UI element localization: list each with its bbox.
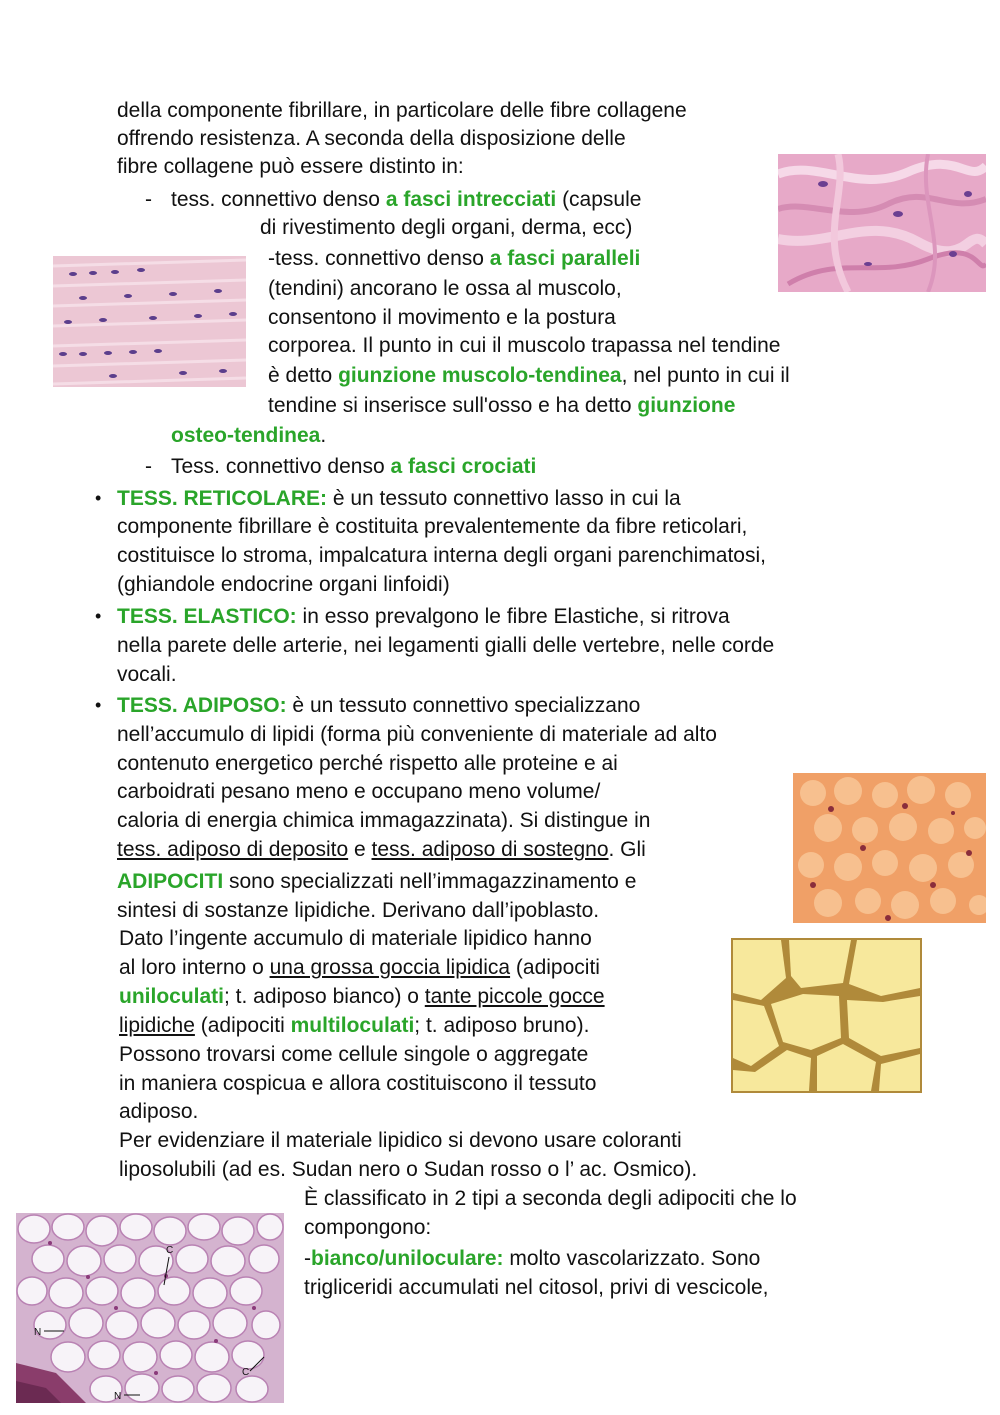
paralleli-line-4: corporea. Il punto in cui il muscolo trapassa nel tendine <box>268 334 781 357</box>
adiposo-line-18: È classificato in 2 tipi a seconda degli adipociti che lo <box>304 1187 797 1210</box>
osteo-tendinea-term: osteo-tendinea <box>171 424 321 447</box>
intro-line-2: offrendo resistenza. A seconda della disposizione delle <box>117 127 626 150</box>
adiposo-line-16: Per evidenziare il materiale lipidico si devono usare coloranti <box>119 1129 682 1152</box>
adiposo-line-14: in maniera cospicua e allora costituiscono il tessuto <box>119 1072 597 1095</box>
micrograph-label-n: N <box>114 1391 122 1402</box>
bullet: • <box>95 606 102 626</box>
micrograph-label-c: C <box>166 1245 174 1256</box>
adiposo-line-9: Dato l’ingente accumulo di materiale lipidico hanno <box>119 927 592 950</box>
elastico-line-3: vocali. <box>117 663 177 686</box>
paralleli-line-2: (tendini) ancorano le ossa al muscolo, <box>268 277 622 300</box>
paralleli-term: a fasci paralleli <box>489 247 641 270</box>
intrecciati-line-1: tess. connettivo denso a fasci intrecciati (capsule <box>171 188 642 211</box>
elastico-line-2: nella parete delle arterie, nei legamenti gialli delle vertebre, nelle corde <box>117 634 775 657</box>
adiposo-line-17: liposolubili (ad es. Sudan nero o Sudan rosso o l’ ac. Osmico). <box>119 1158 698 1181</box>
reticolare-line-4: (ghiandole endocrine organi linfoidi) <box>117 573 450 596</box>
adiposo-line-12: lipidiche (adipociti multiloculati; t. adiposo bruno). <box>119 1014 590 1037</box>
adiposo-line-5: caloria di energia chimica immagazzinata). Si distingue in <box>117 809 651 832</box>
adiposo-line-19: compongono: <box>304 1216 432 1239</box>
reticolare-line-2: componente fibrillare è costituita prevalentemente da fibre reticolari, <box>117 515 748 538</box>
micrograph-intrecciati <box>778 154 986 292</box>
adiposo-line-6: tess. adiposo di deposito e tess. adiposo di sostegno. Gli <box>117 838 646 861</box>
giunzione-muscolo-term: giunzione muscolo-tendinea <box>338 364 622 387</box>
micrograph-adiposo-bruno <box>793 773 986 923</box>
bullet: • <box>95 695 102 715</box>
adiposo-line-21: trigliceridi accumulati nel citosol, privi di vescicole, <box>304 1276 769 1299</box>
adiposo-line-3: contenuto energetico perché rispetto alle proteine e ai <box>117 752 618 775</box>
adiposo-line-4: carboidrati pesano meno e occupano meno volume/ <box>117 780 601 803</box>
adiposo-line-11: uniloculati; t. adiposo bianco) o tante piccole gocce <box>119 985 605 1008</box>
bullet: • <box>95 488 102 508</box>
micrograph-adiposo-bianco <box>731 938 922 1093</box>
dash-marker: - <box>145 455 152 478</box>
multiloculati-term: multiloculati <box>290 1014 415 1037</box>
micrograph-paralleli <box>53 256 246 387</box>
micrograph-label-n: N <box>34 1327 42 1338</box>
paralleli-line-6: tendine si inserisce sull'osso e ha detto giunzione <box>268 394 736 417</box>
adiposo-line-15: adiposo. <box>119 1100 199 1123</box>
adiposo-line-1: TESS. ADIPOSO: è un tessuto connettivo specializzano <box>117 694 641 717</box>
intrecciati-term: a fasci intrecciati <box>385 188 557 211</box>
paralleli-line-3: consentono il movimento e la postura <box>268 306 616 329</box>
intrecciati-line-2: di rivestimento degli organi, derma, ecc) <box>260 216 633 239</box>
reticolare-line-3: costituisce lo stroma, impalcatura interna degli organi parenchimatosi, <box>117 544 766 567</box>
micrograph-uniloculare <box>16 1213 284 1403</box>
reticolare-term: TESS. RETICOLARE: <box>117 487 328 510</box>
adiposo-term: TESS. ADIPOSO: <box>117 694 287 717</box>
adiposo-line-7: ADIPOCITI sono specializzati nell’immagazzinamento e <box>117 870 637 893</box>
elastico-term: TESS. ELASTICO: <box>117 605 297 628</box>
micrograph-label-c: C <box>242 1367 250 1378</box>
adiposo-line-8: sintesi di sostanze lipidiche. Derivano dall’ipoblasto. <box>117 899 600 922</box>
paralleli-line-1: -tess. connettivo denso a fasci paralleli <box>268 247 641 270</box>
intro-line-1: della componente fibrillare, in particolare delle fibre collagene <box>117 99 687 122</box>
uniloculati-term: uniloculati <box>119 985 224 1008</box>
adipociti-term: ADIPOCITI <box>117 870 224 893</box>
crociati-line: Tess. connettivo denso a fasci crociati <box>171 455 537 478</box>
intro-line-3: fibre collagene può essere distinto in: <box>117 155 464 178</box>
reticolare-line-1: TESS. RETICOLARE: è un tessuto connettivo lasso in cui la <box>117 487 681 510</box>
paralleli-line-5: è detto giunzione muscolo-tendinea, nel punto in cui il <box>268 364 790 387</box>
adiposo-line-20: -bianco/uniloculare: molto vascolarizzato. Sono <box>304 1247 761 1270</box>
adiposo-line-10: al loro interno o una grossa goccia lipidica (adipociti <box>119 956 600 979</box>
crociati-term: a fasci crociati <box>390 455 537 478</box>
giunzione-term: giunzione <box>637 394 736 417</box>
adiposo-line-13: Possono trovarsi come cellule singole o aggregate <box>119 1043 589 1066</box>
elastico-line-1: TESS. ELASTICO: in esso prevalgono le fibre Elastiche, si ritrova <box>117 605 730 628</box>
paralleli-line-7: osteo-tendinea. <box>171 424 327 447</box>
adiposo-line-2: nell’accumulo di lipidi (forma più conveniente di materiale ad alto <box>117 723 717 746</box>
dash-marker: - <box>145 188 152 211</box>
bianco-term: bianco/uniloculare: <box>311 1247 504 1270</box>
